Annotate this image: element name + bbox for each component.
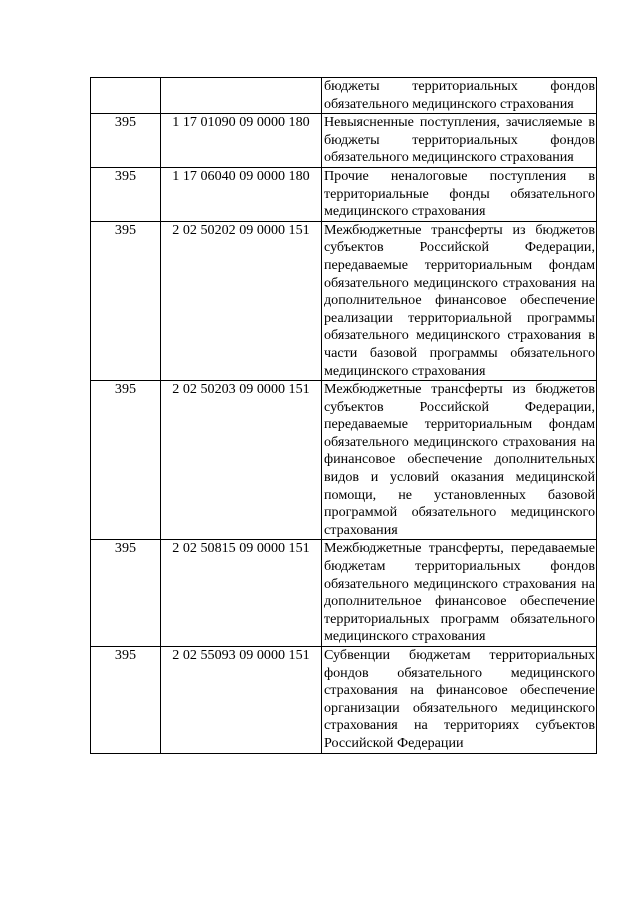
revenue-name-cell: Невыясненные поступления, зачисляемые в бюджеты территориальных фондов обязательного медицинского страхования — [322, 114, 597, 168]
table-row — [91, 221, 597, 380]
budget-classification-code-cell: 2 02 55093 09 0000 151 — [161, 647, 322, 754]
table-row — [91, 540, 597, 647]
revenue-name-cell: Прочие неналоговые поступления в территориальные фонды обязательного медицинского страхования — [322, 167, 597, 221]
revenue-name-cell: Межбюджетные трансферты из бюджетов субъектов Российской Федерации, передаваемые территориальным фондам обязательного медицинского страхования на дополнительное финансовое обеспечение реализации территориальной программы обязательного медицинского страхования в части базовой программы обязательного медицинского страхования — [322, 221, 597, 380]
administrator-code-cell — [91, 78, 161, 114]
revenue-name-cell: Межбюджетные трансферты, передаваемые бюджетам территориальных фондов обязательного медицинского страхования на дополнительное финансовое обеспечение территориальных программ обязательного медицинского страхования — [322, 540, 597, 647]
revenue-name-cell: Межбюджетные трансферты из бюджетов субъектов Российской Федерации, передаваемые территориальным фондам обязательного медицинского страхования на финансовое обеспечение дополнительных видов и условий оказания медицинской помощи, не установленных базовой программой обязательного медицинского страхования — [322, 381, 597, 540]
table-row — [91, 381, 597, 540]
revenue-classification-table — [90, 77, 597, 754]
budget-classification-code-cell: 2 02 50203 09 0000 151 — [161, 381, 322, 540]
table-row — [91, 167, 597, 221]
revenue-name-cell: бюджеты территориальных фондов обязательного медицинского страхования — [322, 78, 597, 114]
table-row — [91, 78, 597, 114]
table-row — [91, 647, 597, 754]
administrator-code-cell: 395 — [91, 381, 161, 540]
administrator-code-cell: 395 — [91, 540, 161, 647]
administrator-code-cell: 395 — [91, 647, 161, 754]
administrator-code-cell: 395 — [91, 221, 161, 380]
budget-classification-code-cell — [161, 78, 322, 114]
budget-classification-code-cell: 1 17 06040 09 0000 180 — [161, 167, 322, 221]
budget-classification-code-cell: 1 17 01090 09 0000 180 — [161, 114, 322, 168]
table-row — [91, 114, 597, 168]
administrator-code-cell: 395 — [91, 114, 161, 168]
revenue-name-cell: Субвенции бюджетам территориальных фондов обязательного медицинского страхования на финансовое обеспечение организации обязательного медицинского страхования на территориях субъектов Российской Федерации — [322, 647, 597, 754]
budget-classification-code-cell: 2 02 50202 09 0000 151 — [161, 221, 322, 380]
administrator-code-cell: 395 — [91, 167, 161, 221]
budget-classification-code-cell: 2 02 50815 09 0000 151 — [161, 540, 322, 647]
